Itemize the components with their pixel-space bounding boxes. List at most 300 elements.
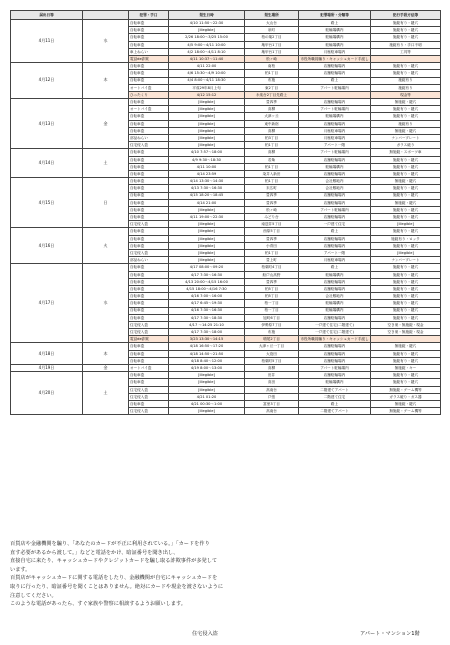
place-cell: 豊四季	[245, 278, 299, 285]
weekday-cell: 水	[83, 20, 129, 63]
method-cell: 空き巣・無施錠・現金	[371, 329, 441, 336]
crime-cell: 自転車盗	[129, 343, 169, 350]
method-cell: ナンバープレート	[371, 135, 441, 142]
place-cell: 富里3丁目	[245, 400, 299, 407]
table-row	[11, 365, 441, 372]
site-cell: アパート一階	[299, 250, 371, 257]
date-cell: 4月19日	[11, 365, 83, 372]
place-cell: 高柳	[245, 127, 299, 134]
place-cell: 柏一丁目	[245, 307, 299, 314]
note-line: 取りに行ったり、暗証番号を聞くことはありません。絶対にカードや現金を渡さないように	[10, 583, 224, 590]
footer-label-1: 住宅侵入盗	[192, 631, 218, 637]
time-cell: [illegible]	[169, 228, 245, 235]
method-cell: 施錠有り・鍵穴	[371, 372, 441, 379]
place-cell: 東2丁目	[245, 84, 299, 91]
place-cell: 大津ヶ丘一丁目	[245, 343, 299, 350]
place-cell: 大山台	[245, 20, 299, 27]
time-cell: [illegible]	[169, 235, 245, 242]
time-cell: 4/15 18:20～18:45	[169, 192, 245, 199]
time-cell: 4/14 13:30～14:30	[169, 178, 245, 185]
time-cell: [illegible]	[169, 106, 245, 113]
place-cell: 豊四季	[245, 235, 299, 242]
place-cell: 旭町6丁目	[245, 314, 299, 321]
time-cell: 3/23 13:30～14:15	[169, 336, 245, 343]
time-cell: 4/10 11:50～22:30	[169, 20, 245, 27]
place-cell: 高柳	[245, 106, 299, 113]
crime-cell: 自転車盗	[129, 228, 169, 235]
time-cell: [illegible]	[169, 221, 245, 228]
site-cell: 路上	[299, 228, 371, 235]
time-cell: 4/9 9:30～18:30	[169, 156, 245, 163]
method-cell: 無施錠・鍵穴	[371, 127, 441, 134]
weekday-cell: 火	[83, 228, 129, 264]
note-line: います。	[10, 566, 31, 573]
place-cell: 泉町	[245, 27, 299, 34]
method-cell: 無施錠・キー	[371, 365, 441, 372]
table-row	[11, 99, 441, 106]
crime-cell: 自転車盗	[129, 235, 169, 242]
method-cell: 施錠有り・鍵穴	[371, 307, 441, 314]
weekday-cell: 水	[83, 264, 129, 343]
method-cell: 施錠有り・鍵穴	[371, 206, 441, 213]
method-cell: 施錠有り・手口不明	[371, 41, 441, 48]
time-cell: 4/16 7:00～16:00	[169, 293, 245, 300]
method-cell: 施錠有り・鍵穴	[371, 27, 441, 34]
method-cell: 施錠有り・鍵穴	[371, 293, 441, 300]
crime-cell: 自転車盗	[129, 357, 169, 364]
place-cell: 柏葉町5丁目	[245, 357, 299, 364]
method-cell: 施錠有り・鍵穴	[371, 379, 441, 386]
crime-cell: 自転車盗	[129, 293, 169, 300]
site-cell: 店舗駐輪場内	[299, 357, 371, 364]
site-cell: 店舗駐輪場内	[299, 70, 371, 77]
crime-cell: 自転車盗	[129, 350, 169, 357]
time-cell: 4/17 ～14:25 21:10	[169, 321, 245, 328]
place-cell: 田井	[245, 372, 299, 379]
time-cell: 4/17 7:30～16:30	[169, 271, 245, 278]
date-cell: 4月13日	[11, 99, 83, 149]
method-cell: 施錠有り・鍵穴	[371, 228, 441, 235]
site-cell: 駐輪場構内	[299, 113, 371, 120]
crime-cell: 自転車盗	[129, 372, 169, 379]
site-cell: 店舗駐輪場内	[299, 192, 371, 199]
time-cell: 4/15 18:00～4/16 7:30	[169, 285, 245, 292]
time-cell: [illegible]	[169, 120, 245, 127]
note-line: 百貨店がキャッシュカードに関する電話をしたり、金融機関が自宅にキャッシュカードを	[10, 575, 218, 582]
method-cell: 無施錠・鍵穴	[371, 343, 441, 350]
site-cell: 駐輪場構内	[299, 379, 371, 386]
site-cell: 会社敷地内	[299, 185, 371, 192]
table-row	[11, 264, 441, 271]
site-cell: 市役所職員騙り・キャッシュカード手渡し	[300, 337, 369, 342]
site-cell: 二階建て住宅	[299, 393, 371, 400]
place-cell: 柏の葉2丁目	[245, 34, 299, 41]
crime-cell: 自転車盗	[129, 99, 169, 106]
crime-cell: 自転車盗	[129, 264, 169, 271]
place-cell: 若柴	[245, 156, 299, 163]
place-cell: 柏一丁目	[245, 300, 299, 307]
table-body	[11, 20, 441, 415]
place-cell: 松ヶ崎	[245, 206, 299, 213]
crime-cell: 自転車盗	[129, 120, 169, 127]
crime-cell: 部品ねらい	[129, 135, 169, 142]
place-cell: 豊四季	[245, 99, 299, 106]
crime-cell: 電話de詐欺	[129, 336, 169, 343]
method-cell: 無施錠・鍵穴	[371, 99, 441, 106]
note-line: 直す必要があるから渡して。」などと電話をかけ、暗証番号を聞き出し、	[10, 549, 179, 556]
method-cell: ガラス破り・ガス器	[371, 393, 441, 400]
time-cell: 4/13 20:00～4/15 16:00	[169, 278, 245, 285]
site-cell: 店舗駐輪場内	[299, 63, 371, 70]
table-row	[11, 63, 441, 70]
method-cell: 施錠有り・鍵穴	[371, 300, 441, 307]
method-cell: 施錠有り・鍵穴	[371, 70, 441, 77]
table-header-row	[11, 11, 441, 20]
method-cell: 施錠有り・ロック	[371, 235, 441, 242]
method-cell: 無施錠・鍵穴	[371, 400, 441, 407]
place-cell: 船戸山高野	[245, 271, 299, 278]
table-row	[11, 149, 441, 156]
crime-cell: 住宅侵入盗	[129, 408, 169, 415]
time-cell: [illegible]	[169, 127, 245, 134]
time-cell: 4/21 01:20	[169, 393, 245, 400]
table-row	[11, 228, 441, 235]
crime-cell: 自転車盗	[129, 149, 169, 156]
date-cell: 4月18日	[11, 343, 83, 365]
method-cell: 施錠有り・鍵穴	[371, 314, 441, 321]
place-cell: 小青田	[245, 242, 299, 249]
site-cell: 店舗駐輪場内	[299, 372, 371, 379]
weekday-cell: 木	[83, 343, 129, 365]
crime-cell: 自転車盗	[129, 163, 169, 170]
header-time: 発生日時	[169, 11, 245, 20]
method-cell: 施錠有り・鍵穴	[371, 214, 441, 221]
site-cell: アパート駐輪場内	[299, 149, 371, 156]
site-cell: 店舗駐輪場内	[299, 278, 371, 285]
crime-cell: 自転車盗	[129, 70, 169, 77]
site-cell: 駐輪場構内	[299, 300, 371, 307]
time-cell: 4/4 8:00～4/11 18:30	[169, 77, 245, 84]
time-cell: 4/14 23:59	[169, 170, 245, 177]
weekday-cell: 土	[83, 372, 129, 415]
site-cell: アパート駐輪場内	[299, 84, 371, 91]
time-cell: [illegible]	[169, 113, 245, 120]
place-cell: 亀甲台1丁目	[245, 41, 299, 48]
method-cell: 施錠有り・鍵穴	[371, 113, 441, 120]
crime-cell: ひったくり	[129, 91, 169, 98]
crime-cell: 自転車盗	[129, 242, 169, 249]
place-cell: 布施	[245, 77, 299, 84]
time-cell: [illegible]	[169, 250, 245, 257]
crime-cell: 部品ねらい	[129, 257, 169, 264]
place-cell: 柏1丁目	[245, 70, 299, 77]
time-cell: 4/11 22:00	[169, 63, 245, 70]
site-cell: 店舗駐輪場内	[299, 343, 371, 350]
place-cell: 東中新宿	[245, 120, 299, 127]
note-line: 注意してください。	[10, 592, 57, 599]
crime-cell: 自転車盗	[129, 20, 169, 27]
method-cell: 無施錠・鍵穴	[371, 178, 441, 185]
crime-cell: 住宅侵入盗	[129, 386, 169, 393]
crime-cell: 自転車盗	[129, 185, 169, 192]
crime-cell: 自転車盗	[129, 27, 169, 34]
time-cell: 4/11 19:00～22:30	[169, 214, 245, 221]
site-cell: 路上	[299, 77, 371, 84]
site-cell: 駐輪場構内	[299, 163, 371, 170]
time-cell: [illegible]	[169, 99, 245, 106]
method-cell: 空き巣・無施錠・現金	[371, 321, 441, 328]
note-line: このような電話があったら、すぐ家族や警察に相談するようお願いします。	[10, 601, 186, 608]
date-cell: 4月20日	[11, 372, 83, 415]
date-cell: 4月11日	[11, 20, 83, 63]
crime-cell: 住宅侵入盗	[129, 142, 169, 149]
crime-cell: 住宅侵入盗	[129, 250, 169, 257]
header-dow	[83, 11, 129, 20]
crime-cell: オートバイ盗	[129, 365, 169, 372]
site-cell: 二階建てアパート	[299, 386, 371, 393]
date-cell: 4月17日	[11, 264, 83, 343]
crime-cell: 自転車盗	[129, 285, 169, 292]
site-cell: 一戸建て住宅(二階建て)	[299, 321, 371, 328]
weekday-cell: 金	[83, 365, 129, 372]
place-cell: 大津ヶ丘	[245, 113, 299, 120]
table-row	[11, 372, 441, 379]
method-cell: 施錠有り・鍵穴	[371, 170, 441, 177]
place-cell: 柏葉町4丁目	[245, 264, 299, 271]
crime-cell: 自転車盗	[129, 41, 169, 48]
site-cell: 店舗駐輪場内	[299, 120, 371, 127]
place-cell: 高柳	[245, 149, 299, 156]
crime-cell: 住宅侵入盗	[129, 393, 169, 400]
place-cell: 永楽台2丁目先路上	[245, 91, 299, 98]
time-cell: 4/21 00:30～1:00	[169, 400, 245, 407]
place-cell: 高南台	[245, 408, 299, 415]
method-cell: 施錠有り	[371, 84, 441, 91]
table-row	[11, 343, 441, 350]
crime-table	[10, 10, 441, 415]
place-cell: 布施	[245, 329, 299, 336]
site-cell: アパート駐輪場内	[299, 106, 371, 113]
place-cell: 南柏	[245, 63, 299, 70]
time-cell: [illegible]	[169, 206, 245, 213]
crime-cell: 自転車盗	[129, 271, 169, 278]
time-cell: 4/16 7:30～16:30	[169, 307, 245, 314]
time-cell: 4/13 7:30～16:30	[169, 185, 245, 192]
time-cell: 4/11 10:00	[169, 163, 245, 170]
method-cell: 無施錠・ゲーム機等	[371, 408, 441, 415]
site-cell: アパート駐輪場内	[299, 206, 371, 213]
crime-cell: 自転車盗	[129, 34, 169, 41]
crime-cell: 自転車盗	[129, 178, 169, 185]
note-line: 直接自宅に来たり、キャッシュカードやクレジットカードを騙し取る詐欺事件が多発して	[10, 558, 218, 565]
method-cell: 施錠有り・鍵穴	[371, 106, 441, 113]
method-cell: 施錠有り・鍵穴	[371, 34, 441, 41]
crime-cell: オートバイ盗	[129, 84, 169, 91]
site-cell: 駐輪場構内	[299, 307, 371, 314]
time-cell: 4/18 16:50～17:20	[169, 343, 245, 350]
site-cell: 駐輪場構内	[299, 27, 371, 34]
warning-notes	[10, 540, 440, 609]
site-cell: 店舗駐輪場内	[299, 314, 371, 321]
date-cell: 4月16日	[11, 228, 83, 264]
method-cell: 施錠有り・鍵穴	[371, 350, 441, 357]
method-cell: 施錠有り・鍵穴	[371, 20, 441, 27]
crime-cell: 住宅侵入盗	[129, 329, 169, 336]
footer	[10, 630, 440, 638]
place-cell: 染井入新田	[245, 170, 299, 177]
method-cell: 施錠有り・鍵穴	[371, 264, 441, 271]
site-cell: 駐輪場構内	[299, 271, 371, 278]
time-cell: [illegible]	[169, 257, 245, 264]
crime-cell: 自転車盗	[129, 127, 169, 134]
place-cell: 大島田	[245, 350, 299, 357]
place-cell: 末広町	[245, 185, 299, 192]
time-cell: 平成29年8月上旬	[169, 84, 245, 91]
time-cell: [illegible]	[169, 372, 245, 379]
time-cell: 4/18 8:40～12:00	[169, 357, 245, 364]
header-date: 届出日等	[11, 11, 83, 20]
site-cell: 路上	[299, 400, 371, 407]
site-cell: 駐輪場構内	[299, 34, 371, 41]
date-cell: 4月15日	[11, 178, 83, 228]
site-cell: 店舗駐輪場内	[299, 156, 371, 163]
site-cell: 一戸建て住宅(二階建て)	[299, 329, 371, 336]
method-cell: 無施錠・鍵穴	[371, 199, 441, 206]
site-cell: 月極駐車場内	[299, 127, 371, 134]
site-cell: 店舗駐輪場内	[299, 214, 371, 221]
time-cell: 4/17 7:30～18:30	[169, 314, 245, 321]
site-cell: 会社敷地内	[299, 178, 371, 185]
crime-cell: 自転車盗	[129, 199, 169, 206]
time-cell: 4/18 14:50～21:50	[169, 350, 245, 357]
method-cell: 施錠有り・鍵穴	[371, 163, 441, 170]
site-cell: 店舗駐輪場内	[299, 199, 371, 206]
table-row	[11, 178, 441, 185]
site-cell: 二階建てアパート	[299, 408, 371, 415]
crime-cell: 自転車盗	[129, 192, 169, 199]
time-cell: 4/6 15:30～4/9 10:00	[169, 70, 245, 77]
method-cell	[371, 55, 441, 62]
place-cell: 柏5丁目	[245, 285, 299, 292]
place-cell: 伊勢原7丁目	[245, 321, 299, 328]
site-cell: 店舗駐輪場内	[299, 350, 371, 357]
method-cell: 施錠有り	[371, 120, 441, 127]
header-place: 発生場所	[245, 11, 299, 20]
place-cell: みどり台	[245, 214, 299, 221]
time-cell: 4/11 10:37～11:40	[169, 55, 245, 62]
weekday-cell: 日	[83, 178, 129, 228]
time-cell: 4/17 08:00～09:20	[169, 264, 245, 271]
footer-label-2: アパート・マンション1階	[360, 631, 420, 637]
time-cell: [illegible]	[169, 242, 245, 249]
method-cell: 無施錠・スポーツ車	[371, 149, 441, 156]
place-cell: 増尾2丁目	[245, 336, 299, 343]
method-cell: 施錠有り	[371, 77, 441, 84]
method-cell: 施錠有り・鍵穴	[371, 357, 441, 364]
time-cell: 4/14 21:00	[169, 199, 245, 206]
time-cell: [illegible]	[169, 135, 245, 142]
place-cell: 柏1丁目	[245, 178, 299, 185]
place-cell: 松ヶ崎	[245, 55, 299, 62]
site-cell: アパート一階	[299, 142, 371, 149]
crime-cell: 自転車盗	[129, 77, 169, 84]
time-cell: [illegible]	[169, 386, 245, 393]
time-cell: 2/26 18:00～3/25 15:00	[169, 34, 245, 41]
site-cell: 月極駐車場内	[299, 135, 371, 142]
place-cell: 豊四季	[245, 192, 299, 199]
method-cell: 施錠有り・鍵穴	[371, 278, 441, 285]
weekday-cell: 金	[83, 99, 129, 149]
crime-cell: 自転車盗	[129, 400, 169, 407]
crime-cell: 自転車盗	[129, 278, 169, 285]
place-cell: 南逆井5丁目	[245, 221, 299, 228]
crime-cell: オートバイ盗	[129, 106, 169, 113]
crime-cell: 自転車盗	[129, 300, 169, 307]
method-cell: ナンバープレート	[371, 257, 441, 264]
time-cell: 4/17 6:45～19:30	[169, 300, 245, 307]
time-cell: 4/19 8:00～13:00	[169, 365, 245, 372]
crime-cell: 住宅侵入盗	[129, 221, 169, 228]
site-cell: 一戸建て住宅	[299, 221, 371, 228]
time-cell: [illegible]	[169, 142, 245, 149]
time-cell: 4/2 18:00～4/11 8:10	[169, 48, 245, 55]
crime-cell: 自転車盗	[129, 63, 169, 70]
crime-cell: 車上ねらい	[129, 48, 169, 55]
method-cell: 施錠有り・鍵穴	[371, 192, 441, 199]
method-cell: 施錠有り・鍵穴	[371, 156, 441, 163]
time-cell: 4/10 7:57～18:00	[169, 149, 245, 156]
crime-cell: 自転車盗	[129, 156, 169, 163]
time-cell: 4/12 15:12	[169, 91, 245, 98]
header-site: 犯罪場所・分類等	[299, 11, 371, 20]
method-cell: 施錠有り・鍵穴	[371, 242, 441, 249]
method-cell: 施錠有り・鍵穴	[371, 185, 441, 192]
crime-cell: 自転車盗	[129, 113, 169, 120]
crime-report-sheet	[10, 10, 440, 415]
site-cell: 月極駐車場内	[299, 48, 371, 55]
site-cell: 路上	[299, 20, 371, 27]
date-cell: 4月12日	[11, 63, 83, 99]
method-cell: 現金等	[371, 91, 441, 98]
header-crime: 犯罪・手口	[129, 11, 169, 20]
site-cell: 店舗駐輪場内	[299, 235, 371, 242]
crime-cell: 自転車盗	[129, 170, 169, 177]
place-cell: 亀甲台1丁目	[245, 48, 299, 55]
place-cell: 柏1丁目	[245, 163, 299, 170]
place-cell: 柏3丁目	[245, 135, 299, 142]
site-cell: 会社敷地内	[299, 293, 371, 300]
site-cell	[299, 91, 371, 98]
crime-cell: 自転車盗	[129, 379, 169, 386]
time-cell: 4/5 9:00～4/11 10:00	[169, 41, 245, 48]
crime-cell: 自転車盗	[129, 314, 169, 321]
crime-cell: 自転車盗	[129, 206, 169, 213]
site-cell: アパート駐輪場内	[299, 365, 371, 372]
crime-cell: 電話de詐欺	[129, 55, 169, 62]
site-cell: 店舗駐輪場内	[299, 242, 371, 249]
time-cell: [illegible]	[169, 408, 245, 415]
crime-cell: 自転車盗	[129, 214, 169, 221]
weekday-cell: 土	[83, 149, 129, 178]
time-cell: 4/17 7:30～18:00	[169, 329, 245, 336]
place-cell: 柏1丁目	[245, 250, 299, 257]
method-cell: 無施錠・ゲーム機等	[371, 386, 441, 393]
crime-cell: 住宅侵入盗	[129, 321, 169, 328]
method-cell	[371, 336, 441, 343]
site-cell: 路上	[299, 264, 371, 271]
place-cell: 高田	[245, 379, 299, 386]
method-cell: [illegible]	[371, 221, 441, 228]
